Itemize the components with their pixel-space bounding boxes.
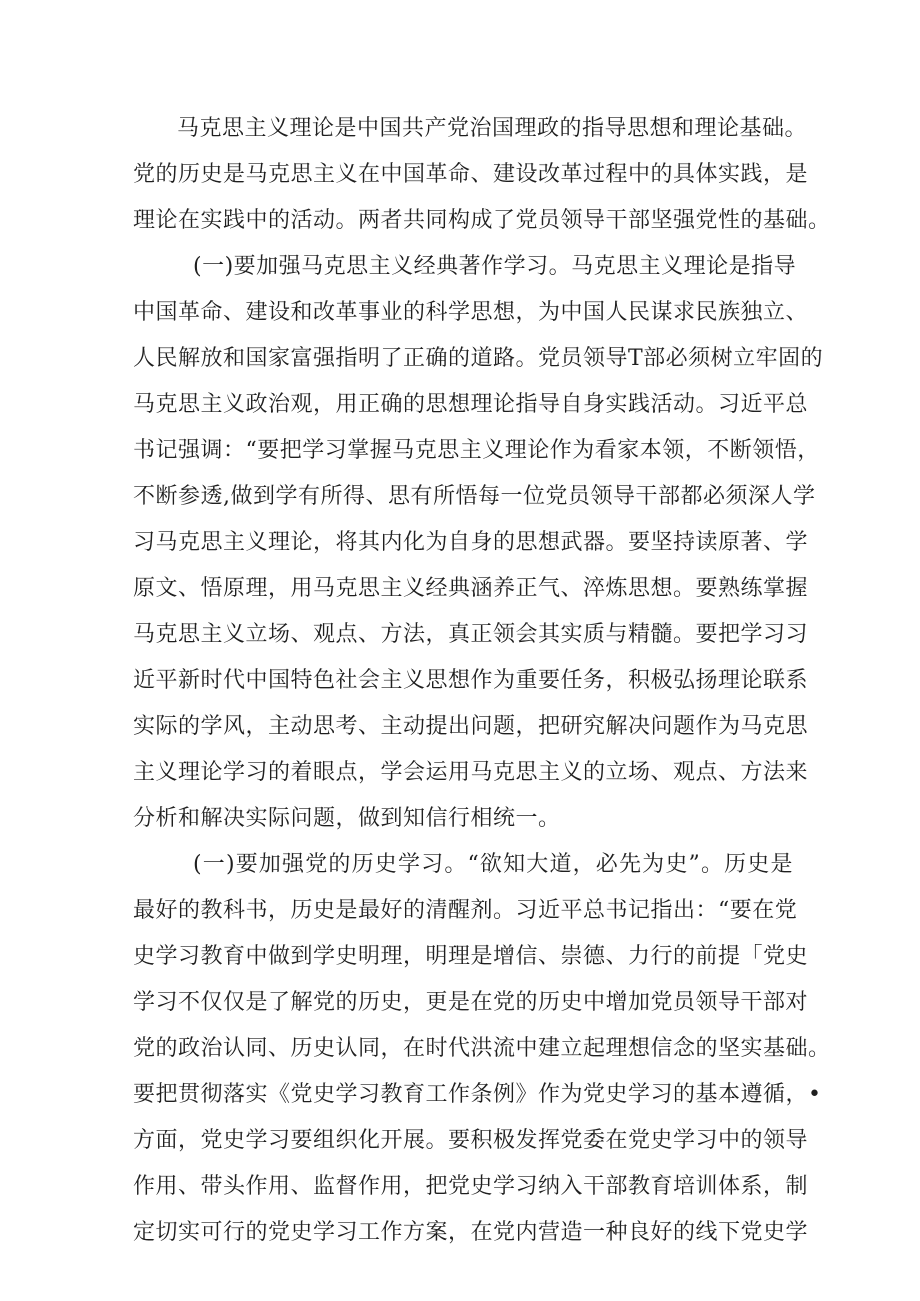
text-line: 马克思主义理论是中国共产党治国理政的指导思想和理论基础。 [177,116,808,141]
text-line: 主义理论学习的着眼点，学会运用马克思主义的立场、观点、方法来 [133,760,809,785]
document-body [133,112,831,1250]
text-line: 理论在实践中的活动。两者共同构成了党员领导干部坚强党性的基础。 [133,208,831,233]
text-line: 方面，党史学习要组织化开展。要积极发挥党委在党史学习中的领导 [133,1128,809,1153]
text-line: 近平新时代中国特色社会主义思想作为重要任务，积极弘扬理论联系 [133,668,809,693]
text-line: 不断参透,做到学有所得、思有所悟每一位党员领导干部都必须深人学 [133,484,816,509]
text-line: (一)要加强党的历史学习。“欲知大道，必先为史”。历史是 [193,852,793,877]
text-line: 定切实可行的党史学习工作方案，在党内营造一种良好的线下党史学 [133,1220,809,1245]
text-line: 书记强调：“要把学习掌握马克思主义理论作为看家本领，不断领悟， [133,438,820,463]
text-line: 分析和解决实际问题，做到知信行相统一。 [133,806,561,831]
text-line: 原文、悟原理，用马克思主义经典涵养正气、淬炼思想。要熟练掌握 [133,576,809,601]
text-line: 作用、带头作用、监督作用，把党史学习纳入干部教育培训体系，制 [133,1174,809,1199]
text-line: 党的历史是马克思主义在中国革命、建设改革过程中的具体实践，是 [133,162,809,187]
text-line: 马克思主义立场、观点、方法，真正领会其实质与精髓。要把学习习 [133,622,809,647]
text-line: 中国革命、建设和改革事业的科学思想，为中国人民谋求民族独立、 [133,300,809,325]
text-line: (一)要加强马克思主义经典著作学习。马克思主义理论是指导 [193,254,797,279]
text-line: 实际的学风，主动思考、主动提出问题，把研究解决问题作为马克思 [133,714,809,739]
text-line: 习马克思主义理论，将其内化为自身的思想武器。要坚持读原著、学 [133,530,809,555]
text-line: 学习不仅仅是了解党的历史，更是在党的历史中增加党员领导干部对 [133,990,809,1015]
text-line: 马克思主义政治观，用正确的思想理论指导自身实践活动。习近平总 [133,392,809,417]
text-line: 党的政治认同、历史认同，在时代洪流中建立起理想信念的坚实基础。 [133,1036,831,1061]
text-line: 人民解放和国家富强指明了正确的道路。党员领导T部必须树立牢固的 [133,346,824,371]
text-line: 史学习教育中做到学史明理，明理是增信、崇德、力行的前提「党史 [133,944,809,969]
text-line: 要把贯彻落实《党史学习教育工作条例》作为党史学习的基本遵循，• [133,1082,822,1107]
text-line: 最好的教科书，历史是最好的清醒剂。习近平总书记指出：“要在党 [133,898,798,923]
